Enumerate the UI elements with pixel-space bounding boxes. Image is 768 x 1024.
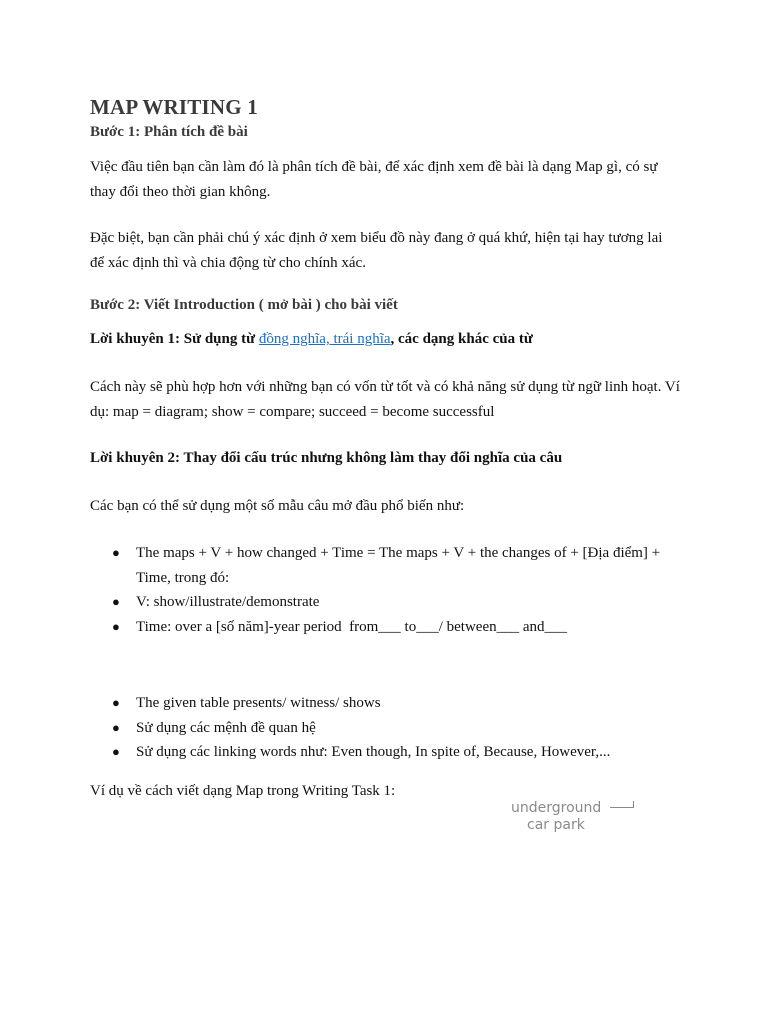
bullet-icon: ● <box>112 695 120 710</box>
bullet-icon: ● <box>112 719 120 735</box>
map-label-line-1: underground <box>511 800 602 816</box>
tip1-paragraph: Cách này sẽ phù hợp hơn với những bạn có vốn từ tốt và có khả năng sử dụng từ ngữ linh hoạt. Ví dụ: map = diagram; show = compare; succeed = become successful <box>90 379 680 420</box>
map-pointer-tick <box>633 801 634 808</box>
bullet-icon: ● <box>112 594 120 609</box>
list-item: ● The maps + V + how changed + Time = The maps + V + the changes of + [Địa điểm] + Time, trong đó: <box>90 541 680 590</box>
step1-heading: Bước 1: Phân tích đề bài <box>90 124 248 140</box>
tip2-intro: Các bạn có thể sử dụng một số mẫu câu mở đầu phổ biến như: <box>90 498 465 514</box>
synonym-antonym-link[interactable]: đồng nghĩa, trái nghĩa <box>258 331 391 347</box>
map-label-line-2: car park <box>527 817 585 833</box>
list-item: ● Sử dụng các mệnh đề quan hệ <box>90 716 680 741</box>
tip1-heading <box>90 331 690 348</box>
bullet-icon: ● <box>112 744 120 759</box>
bullet-icon: ● <box>112 545 120 560</box>
tip1-suffix: , các dạng khác của từ <box>390 331 533 347</box>
step2-heading: Bước 2: Viết Introduction ( mở bài ) cho bài viết <box>90 297 398 313</box>
technique-bullet-list <box>90 691 680 765</box>
structure-bullet-list <box>90 541 680 639</box>
map-pointer-line <box>610 807 634 808</box>
bullet-icon: ● <box>112 618 120 634</box>
step1-paragraph-1: Việc đầu tiên bạn cần làm đó là phân tích đề bài, để xác định xem đề bài là dạng Map gì, có sự thay đổi theo thời gian không. <box>90 159 658 200</box>
example-intro: Ví dụ về cách viết dạng Map trong Writing Task 1: <box>90 783 396 799</box>
list-item: ● The given table presents/ witness/ shows <box>90 691 680 716</box>
tip2-heading: Lời khuyên 2: Thay đổi cấu trúc nhưng không làm thay đổi nghĩa của câu <box>90 450 563 466</box>
page-title: MAP WRITING 1 <box>90 95 258 119</box>
map-image-fragment <box>505 798 645 838</box>
list-item: ● Time: over a [số năm]-year period from___ to___/ between___ and___ <box>90 615 680 640</box>
list-item: ● Sử dụng các linking words như: Even though, In spite of, Because, However,... <box>90 740 680 765</box>
tip1-prefix: Lời khuyên 1: Sử dụng từ <box>90 331 259 347</box>
step1-paragraph-2: Đặc biệt, bạn cần phải chú ý xác định ở xem biểu đồ này đang ở quá khứ, hiện tại hay tương lai để xác định thì và chia động từ cho chính xác. <box>90 230 663 271</box>
list-item: ● V: show/illustrate/demonstrate <box>90 590 680 615</box>
